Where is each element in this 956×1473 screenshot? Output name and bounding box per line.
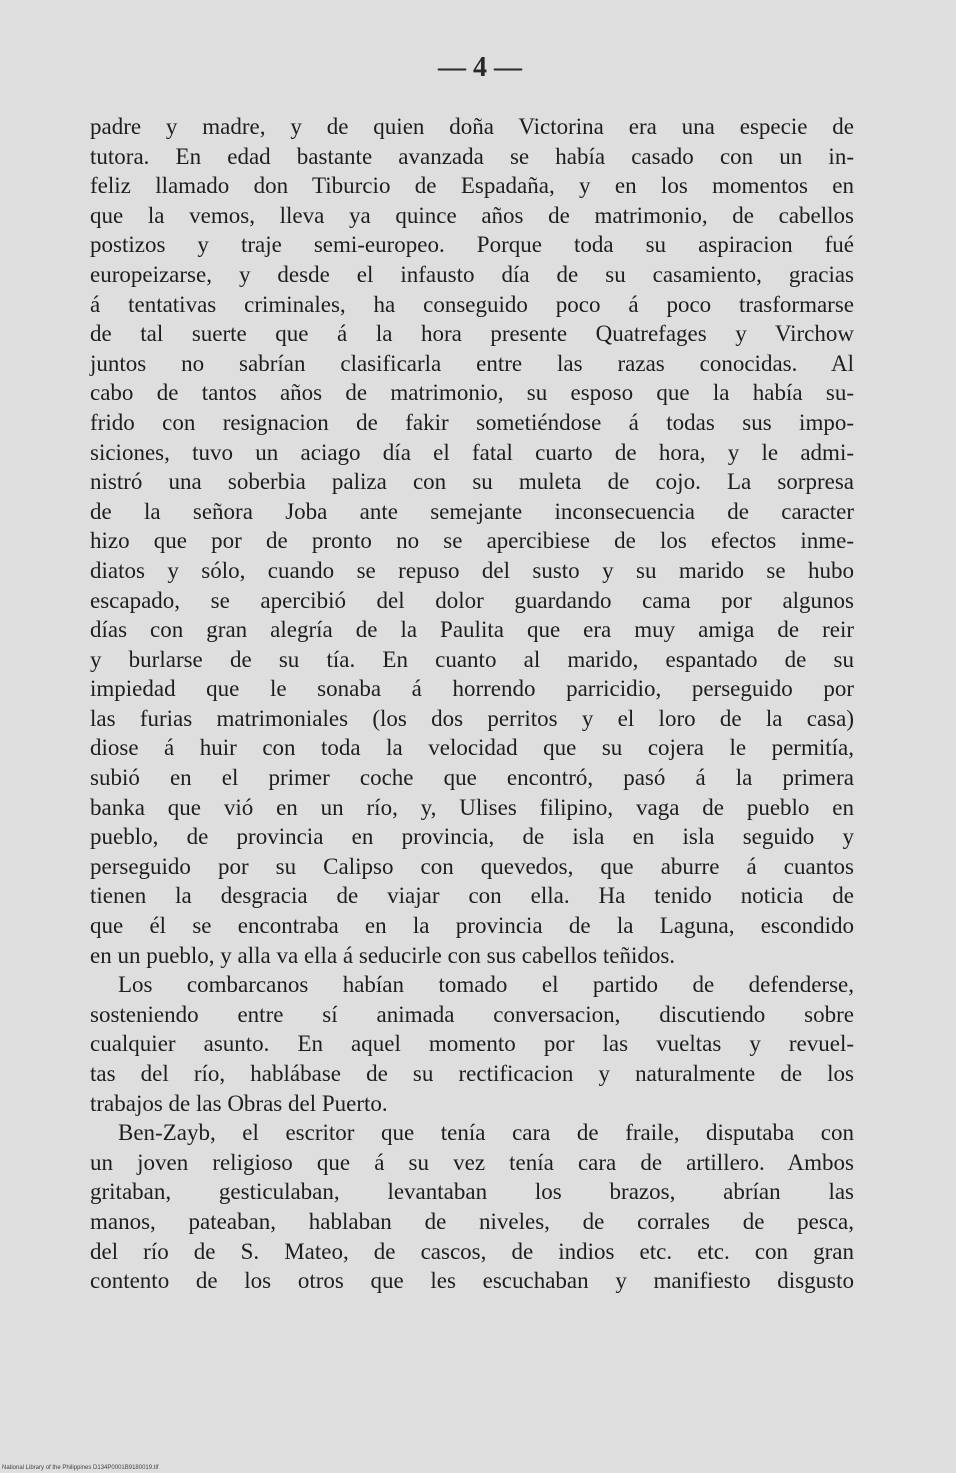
text-line: en un pueblo, y alla va ella á seducirle con sus cabellos teñidos. <box>90 942 676 968</box>
text-line: banka que vió en un río, y, Ulises filipino, vaga de pueblo en <box>90 794 854 820</box>
text-line: días con gran alegría de la Paulita que era muy amiga de reir <box>90 617 854 643</box>
text-line: las furias matrimoniales (los dos perritos y el loro de la casa) <box>90 705 854 731</box>
text-line: Ben-Zayb, el escritor que tenía cara de fraile, disputaba con <box>118 1120 854 1146</box>
text-line: del río de S. Mateo, de cascos, de indios etc. etc. con gran <box>90 1238 854 1264</box>
text-line: un joven religioso que á su vez tenía cara de artillero. Ambos <box>90 1149 854 1175</box>
scan-credit: National Library of the Philippines D134P0001B9180019.tif <box>2 1465 159 1471</box>
body-text <box>90 112 854 1296</box>
text-line: gritaban, gesticulaban, levantaban los brazos, abrían las <box>90 1179 854 1205</box>
text-line: trabajos de las Obras del Puerto. <box>90 1090 388 1116</box>
text-line: juntos no sabrían clasificarla entre las razas conocidas. Al <box>90 350 854 376</box>
text-line: escapado, se apercibió del dolor guardando cama por algunos <box>90 587 854 613</box>
text-line: frido con resignacion de fakir sometiéndose á todas sus impo- <box>90 409 854 435</box>
text-line: diose á huir con toda la velocidad que su cojera le permitía, <box>90 735 854 761</box>
text-line: y burlarse de su tía. En cuanto al marido, espantado de su <box>90 646 854 672</box>
text-line: perseguido por su Calipso con quevedos, que aburre á cuantos <box>90 853 854 879</box>
text-line: impiedad que le sonaba á horrendo parricidio, perseguido por <box>90 676 854 702</box>
text-line: subió en el primer coche que encontró, pasó á la primera <box>90 765 854 791</box>
text-line: de tal suerte que á la hora presente Quatrefages y Virchow <box>90 321 854 347</box>
text-line: europeizarse, y desde el infausto día de su casamiento, gracias <box>90 261 854 287</box>
text-line: que la vemos, lleva ya quince años de matrimonio, de cabellos <box>90 202 854 228</box>
text-line: á tentativas criminales, ha conseguido poco á poco trasformarse <box>90 291 854 317</box>
text-line: cualquier asunto. En aquel momento por las vueltas y revuel- <box>90 1031 854 1057</box>
text-line: postizos y traje semi-europeo. Porque toda su aspiracion fué <box>90 232 854 258</box>
text-line: siciones, tuvo un aciago día el fatal cuarto de hora, y le admi- <box>90 439 854 465</box>
text-line: tas del río, hablábase de su rectificacion y naturalmente de los <box>90 1061 854 1086</box>
text-line: nistró una soberbia paliza con su muleta de cojo. La sorpresa <box>90 469 854 495</box>
page-number: — 4 — <box>438 52 522 83</box>
text-line: feliz llamado don Tiburcio de Espadaña, y en los momentos en <box>90 173 854 199</box>
text-line: que él se encontraba en la provincia de la Laguna, escondido <box>90 913 854 939</box>
text-line: de la señora Joba ante semejante inconsecuencia de caracter <box>90 498 854 524</box>
text-line: pueblo, de provincia en provincia, de isla en isla seguido y <box>90 824 854 850</box>
text-line: tienen la desgracia de viajar con ella. Ha tenido noticia de <box>90 883 854 909</box>
text-line: padre y madre, y de quien doña Victorina era una especie de <box>90 114 854 139</box>
text-line: cabo de tantos años de matrimonio, su esposo que la había su- <box>90 380 854 406</box>
text-line: hizo que por de pronto no se apercibiese de los efectos inme- <box>90 528 854 554</box>
text-line: contento de los otros que les escuchaban y manifiesto disgusto <box>90 1268 854 1294</box>
text-line: diatos y sólo, cuando se repuso del susto y su marido se hubo <box>90 557 854 583</box>
text-line: tutora. En edad bastante avanzada se había casado con un in- <box>90 143 854 169</box>
text-line: manos, pateaban, hablaban de niveles, de corrales de pesca, <box>90 1208 854 1234</box>
text-line: sosteniendo entre sí animada conversacion, discutiendo sobre <box>90 1001 854 1027</box>
text-line: Los combarcanos habían tomado el partido de defenderse, <box>118 972 854 998</box>
